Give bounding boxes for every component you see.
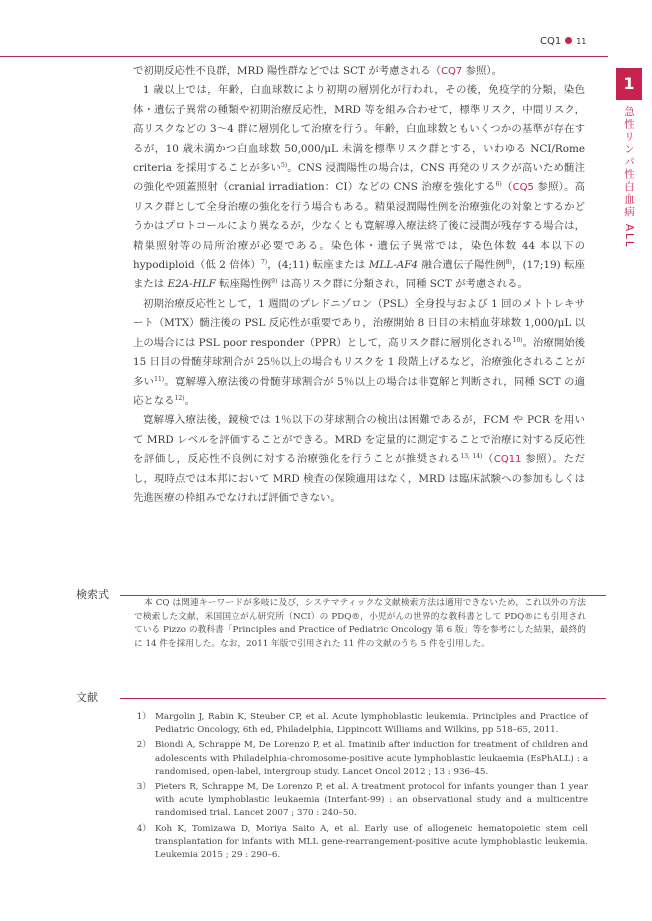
citation: 6) — [495, 181, 502, 189]
header-dot-icon — [565, 37, 572, 44]
citation: 8) — [505, 259, 512, 267]
references-rule — [120, 698, 606, 699]
header-cq-label: CQ1 — [540, 36, 562, 47]
citation: 13, 14) — [460, 453, 483, 461]
gene-name: E2A-HLF — [167, 278, 216, 291]
citation: 12) — [174, 394, 185, 402]
reference-list — [134, 711, 588, 864]
gene-name: MLL-AF4 — [368, 259, 419, 272]
citation: 11) — [154, 375, 165, 383]
page-number: 11 — [576, 37, 587, 46]
cq-link[interactable]: CQ5 — [512, 182, 534, 194]
running-header — [540, 36, 586, 47]
citation: 7) — [260, 259, 268, 267]
citation: 9) — [271, 278, 278, 286]
chapter-tab: 1 — [616, 68, 642, 100]
paragraph-4: 寛解導入療法後，鏡検では 1％以下の芽球割合の検出は困難であるが，FCM や PCR を用いて MRD レベルを評価することができる。MRD を定量的に測定することで治療に対する反応性を評価し，反応性不良例に対する治療強化を行うことが推奨される$^{13, 14)}$（CQ11 参照）。ただし，現時点では本邦において MRD 検査の保険適用はなく，MRD は臨床試験への参加もしくは先進医療の枠組みでなければ評価できない。 — [133, 414, 586, 504]
reference-item: 4） Koh K, Tomizawa D, Moriya Saito A, et al. Early use of allogeneic hematopoietic stem cell transplantation for infants with MLL gene-rearrangement-positive acute lymphoblastic leukemia. Leukemia 2015 ; 29 : 290–6. — [136, 823, 588, 861]
search-rule — [120, 595, 606, 596]
paragraph-3: 初期治療反応性として，1 週間のプレドニゾロン（PSL）全身投与および 1 回のメトトレキサート（MTX）髄注後の PSL 反応性が重要であり，治療開始 8 日目の末梢血芽球数 1,000/μL 以上の場合には PSL poor responder（PPR）として，高リスク群に層別化される$^{10)}$。治療開始後 15 日目の骨髄芽球割合が 25％以上の場合もリスクを 1 段階上げるなど，治療強化されることが多い$^{11)}$。寛解導入療法後の骨髄芽球割合が 5％以上の場合は非寛解と判断され，同種 SCT の適応となる$^{12)}$。 — [133, 297, 586, 407]
reference-item: 1） Margolin J, Rabin K, Steuber CP, et al. Acute lymphoblastic leukemia. Principles and Practice of Pediatric Oncology, 6th ed, Philadelphia, Lippincott Williams and Wilkins, pp 518–65, 2011. — [136, 712, 588, 736]
chapter-title: 急性リンパ性白血病 ALL — [623, 106, 635, 249]
paragraph-1: で初期反応性不良群，MRD 陽性群などでは SCT が考慮される（CQ7 参照）。 — [133, 65, 502, 77]
search-description: 本 CQ は関連キーワードが多岐に及び，システマティックな文献検索方法は適用できないため，これ以外の方法で検索した文献，米国国立がん研究所（NCI）の PDQ®，小児がんの世界的な教科書として PDQ®にも引用されている Pizzo の教科書「Principles and Practice of Pediatric Oncology 第 6 版」等を参考にした結果，最終的に 14 件を採用した。なお，2011 年版で引用された 11 件の文献のうち 5 件を引用した。 — [134, 598, 586, 649]
references-heading: 文献 — [76, 691, 98, 704]
citation: 10) — [512, 336, 523, 344]
reference-item: 2） Biondi A, Schrappe M, De Lorenzo P, et al. Imatinib after induction for treatment of children and adolescents with Philadelphia-chromosome-positive acute lymphoblastic leukaemia (EsPhALL) : a randomised, open-label, intergroup study. Lancet Oncol 2012 ; 13 : 936–45. — [136, 740, 588, 777]
cq-link[interactable]: CQ11 — [493, 454, 522, 466]
citation: 5) — [280, 162, 288, 170]
main-body — [133, 62, 585, 508]
search-heading: 検索式 — [76, 588, 109, 601]
header-rule — [0, 56, 608, 57]
cq-link[interactable]: CQ7 — [441, 66, 463, 77]
reference-item: 3） Pieters R, Schrappe M, De Lorenzo P, et al. A treatment protocol for infants younger than 1 year with acute lymphoblastic leukaemia (Interfant-99) : an observational study and a multicentre randomised trial. Lancet 2007 ; 370 : 240–50. — [136, 782, 588, 819]
paragraph-2: 1 歳以上では，年齢，白血球数により初期の層別化が行われ，その後，免疫学的分類，染色体・遺伝子異常の種類や初期治療反応性，MRD 等を組み合わせて，標準リスク，中間リスク，高リスクなどの 3～4 群に層別化して治療を行う。年齢，白血球数ともいくつかの基準が存在するが，10 歳未満かつ白血球数 50,000/μL 未満を標準リスク群とする，いわゆる NCI/Rome criteria を採用することが多い$^{5)}$。CNS 浸潤陽性の場合は，CNS 再発のリスクが高いため髄注の強化や頭蓋照射（cranial irradiation：CI）などの CNS 治療を強化する$^{6)}$（CQ5 参照）。高リスク群として全身治療の強化を行う場合もある。精巣浸潤陽性例を治療強化の対象とするかどうかはプロトコールにより異なるが，少なくとも寛解導入療法終了後に浸潤が残存する場合は，精巣照射等の局所治療が必要である。染色体・遺伝子異常では，染色体数 44 本以下の hypodiploid（低 2 倍体）$^{7)}$，(4;11) 転座または MLL-AF4 融合遺伝子陽性例$^{8)}$，(17;19) 転座または E2A-HLF 転座陽性例$^{9)}$ は高リスク群に分類され，同種 SCT が考慮される。 — [133, 84, 585, 291]
